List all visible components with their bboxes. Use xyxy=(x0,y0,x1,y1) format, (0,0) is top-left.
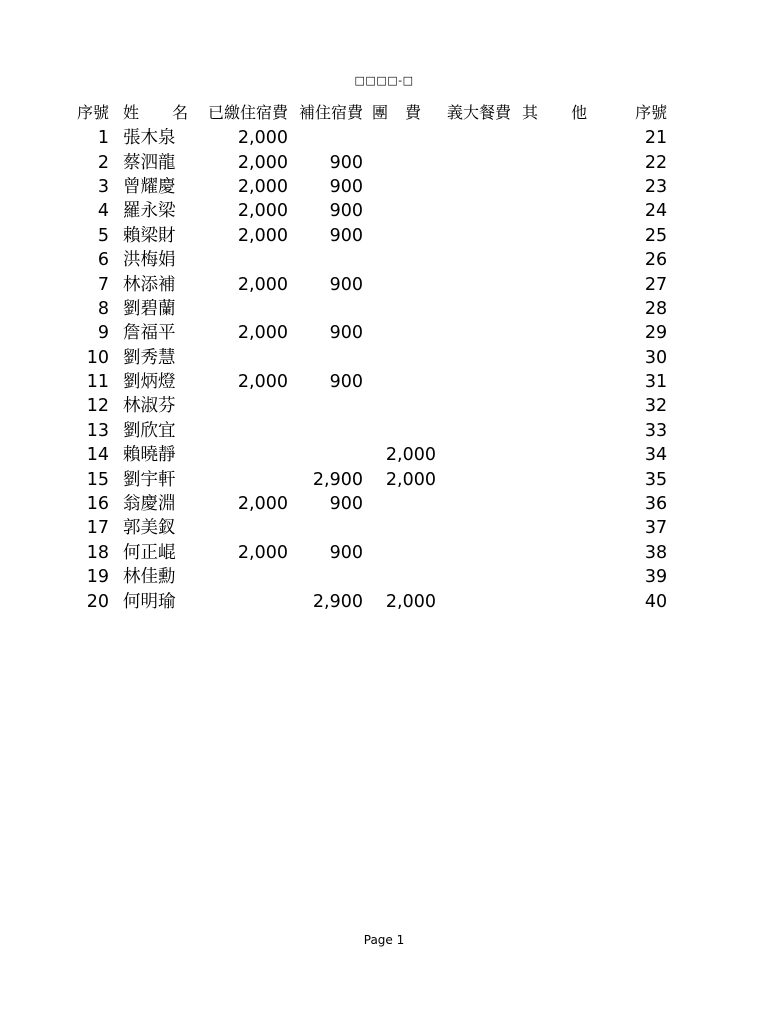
row-italian-dinner xyxy=(436,516,522,540)
header-group-fee: 團 費 xyxy=(371,103,428,122)
row-name: 林添補 xyxy=(123,274,176,295)
row-index: 2 xyxy=(97,152,109,173)
row-index: 3 xyxy=(97,176,109,197)
table-row xyxy=(66,565,667,589)
row-group-fee xyxy=(363,492,436,516)
header-italian-dinner: 義大餐費 xyxy=(447,103,512,122)
row-other xyxy=(522,126,601,150)
row-italian-dinner xyxy=(436,370,522,394)
row-index-2: 28 xyxy=(644,298,668,319)
row-paid-lodging xyxy=(208,248,288,272)
row-name: 翁慶淵 xyxy=(123,494,176,515)
header-other: 其 他 xyxy=(522,103,602,122)
row-other xyxy=(522,467,601,491)
table-row xyxy=(66,516,667,540)
table-row xyxy=(66,224,667,248)
row-name: 劉宇軒 xyxy=(123,469,176,490)
row-supplement-lodging: 900 xyxy=(329,225,364,246)
row-italian-dinner xyxy=(436,467,522,491)
row-group-fee xyxy=(363,346,436,370)
row-paid-lodging xyxy=(208,297,288,321)
row-index-2: 36 xyxy=(644,494,668,515)
row-index: 8 xyxy=(97,298,109,319)
row-group-fee xyxy=(363,419,436,443)
row-supplement-lodging: 900 xyxy=(329,152,364,173)
header-index: 序號 xyxy=(76,103,109,122)
row-group-fee xyxy=(363,175,436,199)
row-paid-lodging xyxy=(208,346,288,370)
row-name: 賴曉靜 xyxy=(123,445,176,466)
row-index-2: 22 xyxy=(644,152,668,173)
row-supplement-lodging: 900 xyxy=(329,323,364,344)
row-name: 林淑芬 xyxy=(123,396,176,417)
row-other xyxy=(522,175,601,199)
row-supplement-lodging: 900 xyxy=(329,176,364,197)
page-footer: Page 1 xyxy=(363,933,405,947)
row-other xyxy=(522,443,601,467)
row-other xyxy=(522,272,601,296)
row-italian-dinner xyxy=(436,492,522,516)
row-paid-lodging xyxy=(208,589,288,613)
row-other xyxy=(522,516,601,540)
row-supplement-lodging xyxy=(288,346,363,370)
row-other xyxy=(522,150,601,174)
row-paid-lodging: 2,000 xyxy=(237,372,289,393)
row-name: 劉欣宜 xyxy=(123,420,176,441)
row-supplement-lodging xyxy=(288,419,363,443)
row-index-2: 31 xyxy=(644,372,668,393)
page-header-title: □□□□-□ xyxy=(354,74,414,87)
table-row xyxy=(66,541,667,565)
row-index-2: 32 xyxy=(644,396,668,417)
table-row xyxy=(66,419,667,443)
row-italian-dinner xyxy=(436,297,522,321)
row-italian-dinner xyxy=(436,224,522,248)
row-group-fee xyxy=(363,199,436,223)
row-group-fee xyxy=(363,541,436,565)
row-italian-dinner xyxy=(436,126,522,150)
row-paid-lodging xyxy=(208,419,288,443)
row-italian-dinner xyxy=(436,443,522,467)
row-name: 何明瑜 xyxy=(123,591,176,612)
row-index-2: 33 xyxy=(644,420,668,441)
row-italian-dinner xyxy=(436,589,522,613)
row-group-fee xyxy=(363,224,436,248)
row-paid-lodging xyxy=(208,394,288,418)
row-italian-dinner xyxy=(436,394,522,418)
row-name: 郭美釵 xyxy=(123,518,176,539)
row-italian-dinner xyxy=(436,150,522,174)
row-index-2: 26 xyxy=(644,250,668,271)
row-group-fee xyxy=(363,272,436,296)
row-index: 9 xyxy=(97,323,109,344)
row-index-2: 38 xyxy=(644,542,668,563)
row-supplement-lodging: 900 xyxy=(329,494,364,515)
row-group-fee xyxy=(363,126,436,150)
row-paid-lodging: 2,000 xyxy=(237,201,289,222)
row-index-2: 39 xyxy=(644,567,668,588)
row-other xyxy=(522,224,601,248)
row-index: 16 xyxy=(86,494,109,515)
row-paid-lodging xyxy=(208,443,288,467)
row-paid-lodging xyxy=(208,516,288,540)
row-paid-lodging: 2,000 xyxy=(237,494,289,515)
row-other xyxy=(522,541,601,565)
row-group-fee xyxy=(363,150,436,174)
row-name: 劉秀慧 xyxy=(123,347,176,368)
row-paid-lodging: 2,000 xyxy=(237,323,289,344)
row-name: 林佳勳 xyxy=(123,567,176,588)
row-supplement-lodging: 900 xyxy=(329,372,364,393)
header-index-2: 序號 xyxy=(635,103,668,122)
table-row xyxy=(66,199,667,223)
row-paid-lodging: 2,000 xyxy=(237,274,289,295)
row-index-2: 23 xyxy=(644,176,668,197)
row-group-fee: 2,000 xyxy=(385,469,437,490)
row-name: 劉碧蘭 xyxy=(123,298,176,319)
row-index-2: 37 xyxy=(644,518,668,539)
row-supplement-lodging: 2,900 xyxy=(312,469,364,490)
row-index: 4 xyxy=(97,201,109,222)
row-other xyxy=(522,248,601,272)
row-other xyxy=(522,394,601,418)
row-index-2: 35 xyxy=(644,469,668,490)
table-row xyxy=(66,467,667,491)
row-index: 19 xyxy=(86,567,109,588)
row-other xyxy=(522,297,601,321)
row-index: 14 xyxy=(86,445,109,466)
row-other xyxy=(522,565,601,589)
row-supplement-lodging: 900 xyxy=(329,542,364,563)
row-name: 詹福平 xyxy=(123,323,176,344)
row-group-fee: 2,000 xyxy=(385,591,437,612)
row-group-fee xyxy=(363,565,436,589)
row-name: 羅永梁 xyxy=(123,201,176,222)
table-header-row xyxy=(66,100,667,126)
row-index-2: 27 xyxy=(644,274,668,295)
row-supplement-lodging xyxy=(288,394,363,418)
row-index: 1 xyxy=(97,128,109,149)
row-group-fee xyxy=(363,370,436,394)
row-italian-dinner xyxy=(436,419,522,443)
row-name: 何正崐 xyxy=(123,542,176,563)
row-paid-lodging: 2,000 xyxy=(237,225,289,246)
row-name: 蔡泗龍 xyxy=(123,152,176,173)
table-row xyxy=(66,492,667,516)
table-row xyxy=(66,443,667,467)
header-paid-lodging: 已繳住宿費 xyxy=(208,103,289,122)
row-supplement-lodging xyxy=(288,248,363,272)
row-index: 7 xyxy=(97,274,109,295)
row-supplement-lodging xyxy=(288,516,363,540)
row-other xyxy=(522,419,601,443)
row-other xyxy=(522,199,601,223)
table-body xyxy=(66,126,667,614)
row-paid-lodging: 2,000 xyxy=(237,152,289,173)
row-group-fee: 2,000 xyxy=(385,445,437,466)
table-row xyxy=(66,272,667,296)
row-supplement-lodging xyxy=(288,565,363,589)
row-index-2: 21 xyxy=(644,128,668,149)
row-italian-dinner xyxy=(436,175,522,199)
row-other xyxy=(522,370,601,394)
row-italian-dinner xyxy=(436,321,522,345)
row-index: 10 xyxy=(86,347,109,368)
row-paid-lodging: 2,000 xyxy=(237,176,289,197)
row-paid-lodging: 2,000 xyxy=(237,128,289,149)
row-group-fee xyxy=(363,516,436,540)
row-other xyxy=(522,321,601,345)
row-index: 17 xyxy=(86,518,109,539)
row-supplement-lodging: 2,900 xyxy=(312,591,364,612)
row-index-2: 30 xyxy=(644,347,668,368)
row-index-2: 25 xyxy=(644,225,668,246)
row-index: 13 xyxy=(86,420,109,441)
row-index: 11 xyxy=(86,372,109,393)
row-index: 20 xyxy=(86,591,109,612)
table-row xyxy=(66,370,667,394)
row-index: 18 xyxy=(86,542,109,563)
table-row xyxy=(66,346,667,370)
row-name: 劉炳燈 xyxy=(123,372,176,393)
table-row xyxy=(66,126,667,150)
header-name: 姓 名 xyxy=(123,103,203,122)
table-row xyxy=(66,321,667,345)
table-row xyxy=(66,394,667,418)
row-index: 12 xyxy=(86,396,109,417)
row-italian-dinner xyxy=(436,248,522,272)
row-name: 張木泉 xyxy=(123,128,176,149)
row-group-fee xyxy=(363,321,436,345)
row-paid-lodging xyxy=(208,467,288,491)
row-index-2: 34 xyxy=(644,445,668,466)
row-supplement-lodging xyxy=(288,297,363,321)
row-index-2: 29 xyxy=(644,323,668,344)
table-row xyxy=(66,248,667,272)
row-name: 洪梅娟 xyxy=(123,250,176,271)
table-row xyxy=(66,175,667,199)
row-supplement-lodging: 900 xyxy=(329,274,364,295)
table-row xyxy=(66,297,667,321)
row-other xyxy=(522,492,601,516)
row-index-2: 24 xyxy=(644,201,668,222)
row-supplement-lodging xyxy=(288,126,363,150)
row-paid-lodging: 2,000 xyxy=(237,542,289,563)
row-other xyxy=(522,346,601,370)
roster-table xyxy=(66,100,667,614)
table-row xyxy=(66,589,667,613)
row-paid-lodging xyxy=(208,565,288,589)
table-row xyxy=(66,150,667,174)
row-other xyxy=(522,589,601,613)
row-index: 6 xyxy=(97,250,109,271)
row-italian-dinner xyxy=(436,541,522,565)
row-group-fee xyxy=(363,297,436,321)
row-italian-dinner xyxy=(436,346,522,370)
row-italian-dinner xyxy=(436,565,522,589)
row-group-fee xyxy=(363,248,436,272)
row-index: 15 xyxy=(86,469,109,490)
header-supplement-lodging: 補住宿費 xyxy=(299,103,364,122)
row-supplement-lodging xyxy=(288,443,363,467)
row-name: 賴梁財 xyxy=(123,225,176,246)
row-name: 曾耀慶 xyxy=(123,176,176,197)
row-index-2: 40 xyxy=(644,591,668,612)
row-italian-dinner xyxy=(436,272,522,296)
row-italian-dinner xyxy=(436,199,522,223)
row-group-fee xyxy=(363,394,436,418)
row-supplement-lodging: 900 xyxy=(329,201,364,222)
row-index: 5 xyxy=(97,225,109,246)
